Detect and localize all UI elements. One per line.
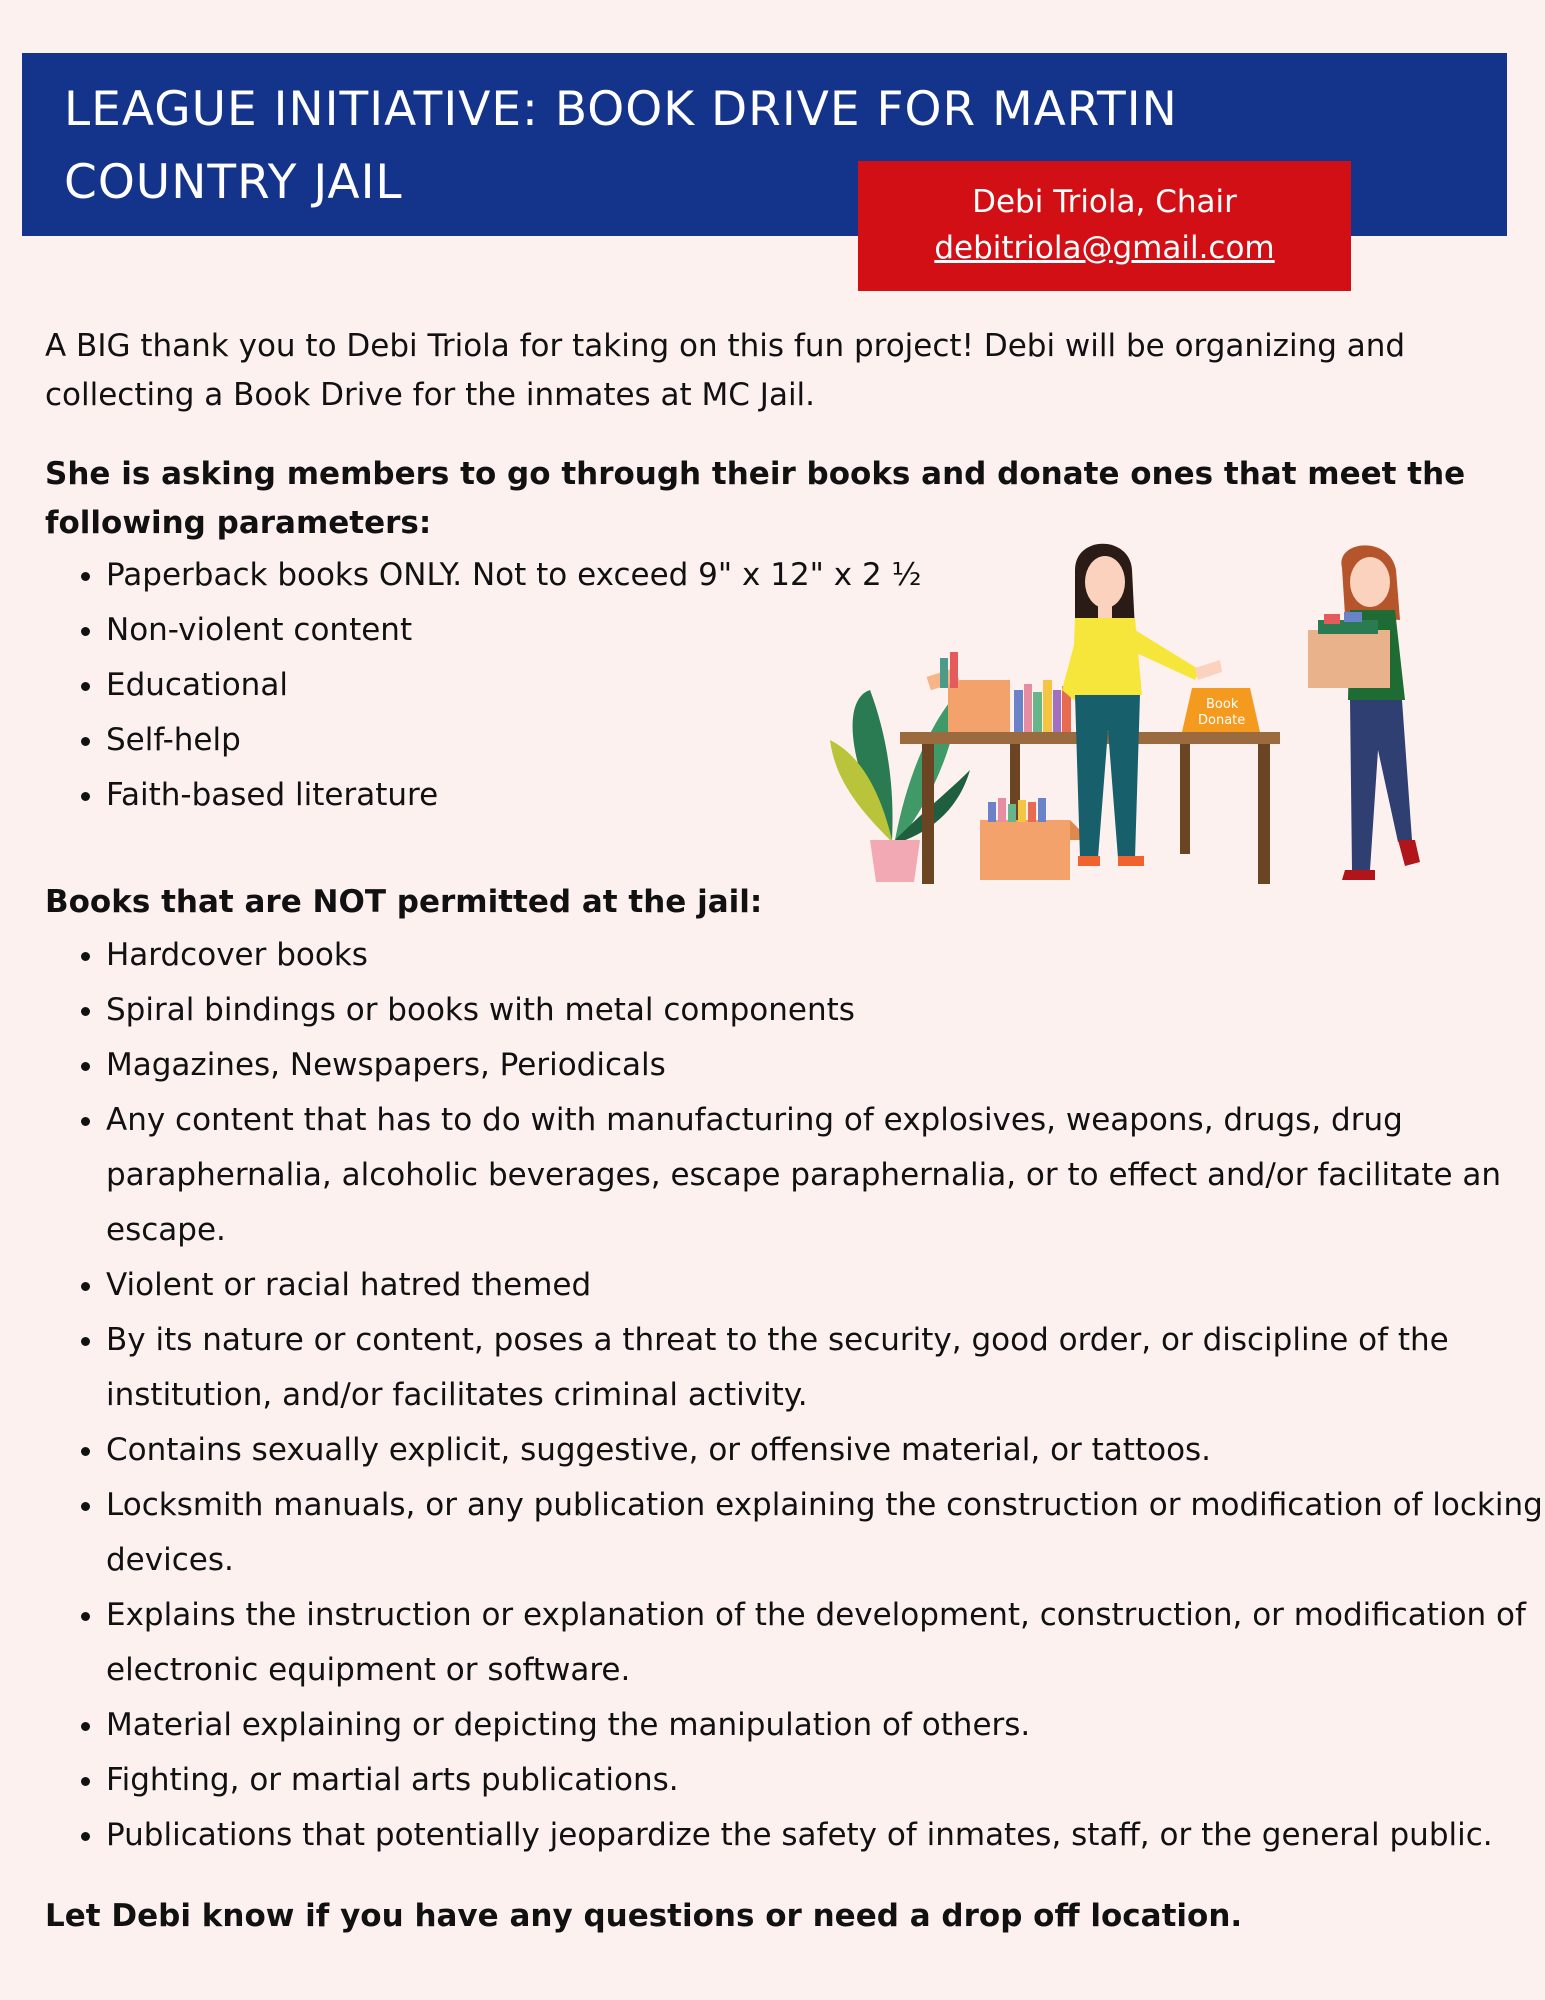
donate-sign-icon [1182, 688, 1260, 732]
woman-donor-icon [1308, 545, 1420, 880]
box-icon [980, 798, 1090, 880]
list-item: • Explains the instruction or explanation of the development, construction, or modification of electronic equipment or software. [106, 1588, 1545, 1698]
list-item: • Paperback books ONLY. Not to exceed 9" x 12" x 2 ½ [106, 548, 922, 603]
list-item: • Spiral bindings or books with metal components [106, 983, 1545, 1038]
email-link[interactable]: debitriola@gmail.com [934, 230, 1275, 266]
accepted-heading: She is asking members to go through their books and donate ones that meet the following parameters: [45, 456, 1466, 541]
list-item: • Educational [106, 658, 922, 713]
not-permitted-heading: Books that are NOT permitted at the jail: [45, 884, 763, 920]
list-item: • Violent or racial hatred themed [106, 1258, 1545, 1313]
closing-note: Let Debi know if you have any questions or need a drop off location. [45, 1898, 1243, 1934]
list-item: • Self-help [106, 713, 922, 768]
sign-text-line2: Donate [1198, 713, 1246, 728]
list-item: • Non-violent content [106, 603, 922, 658]
list-item: • Hardcover books [106, 928, 1545, 983]
not-permitted-list [60, 928, 1545, 1863]
list-item: • Any content that has to do with manufacturing of explosives, weapons, drugs, drug paraphernalia, alcoholic beverages, escape paraphernalia, or to effect and/or facilitate an escape. [106, 1093, 1545, 1258]
list-item: • Fighting, or martial arts publications. [106, 1753, 1545, 1808]
list-item: • Publications that potentially jeopardize the safety of inmates, staff, or the general public. [106, 1808, 1545, 1863]
accepted-list [60, 548, 922, 823]
list-item: • Magazines, Newspapers, Periodicals [106, 1038, 1545, 1093]
list-item: • Faith-based literature [106, 768, 922, 823]
book-drive-illustration [830, 540, 1430, 900]
page-title: LEAGUE INITIATIVE: BOOK DRIVE FOR MARTIN COUNTRY JAIL [64, 82, 1178, 210]
chair-name: Debi Triola, Chair [972, 184, 1237, 220]
list-item: • Contains sexually explicit, suggestive, or offensive material, or tattoos. [106, 1423, 1545, 1478]
books-icon [1014, 680, 1071, 732]
list-item: • By its nature or content, poses a threat to the security, good order, or discipline of the institution, and/or facilitates criminal activity. [106, 1313, 1545, 1423]
sign-text-line1: Book [1206, 697, 1239, 712]
list-item: • Material explaining or depicting the manipulation of others. [106, 1698, 1545, 1753]
intro-paragraph: A BIG thank you to Debi Triola for taking on this fun project! Debi will be organizing and collecting a Book Drive for the inmates at MC Jail. [45, 328, 1406, 413]
list-item: • Locksmith manuals, or any publication explaining the construction or modification of locking devices. [106, 1478, 1545, 1588]
contact-box [858, 161, 1351, 291]
